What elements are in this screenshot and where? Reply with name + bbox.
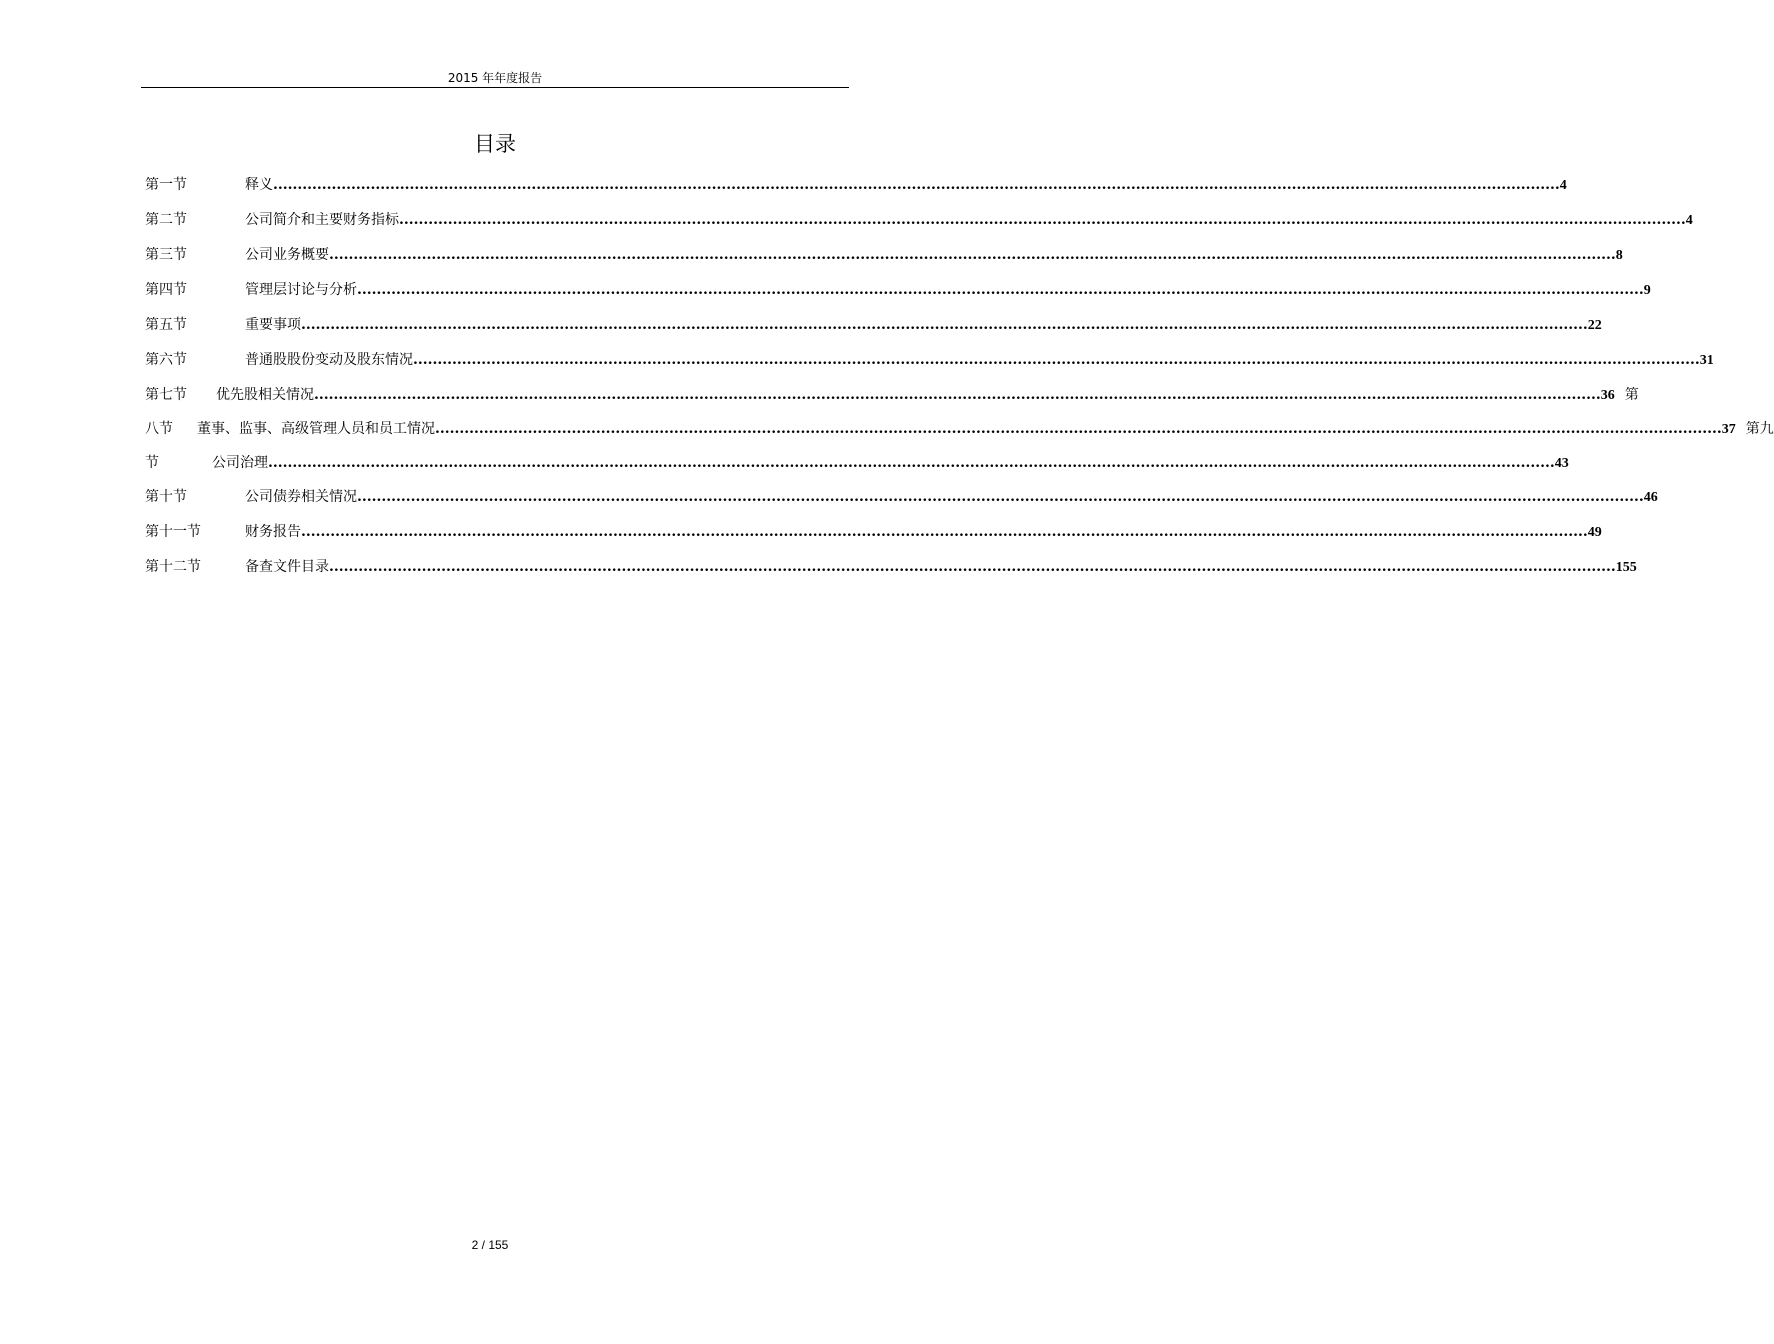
toc-entry[interactable] [145, 452, 1569, 472]
toc-leader-dots [314, 387, 1601, 403]
toc-page-number: 4 [1685, 213, 1693, 228]
toc-section-number: 第一节 [145, 177, 187, 193]
toc-entry-title: 备查文件目录 [245, 559, 329, 575]
toc-page-number: 36 [1600, 388, 1615, 403]
page-header-title: 2015 年年度报告 [447, 71, 543, 85]
toc-entry[interactable] [145, 174, 1567, 194]
toc-page-number: 49 [1587, 525, 1602, 540]
toc-leader-dots [399, 212, 1686, 228]
toc-page-number: 22 [1587, 318, 1602, 333]
toc-section-number: 八节 [145, 421, 173, 437]
toc-entry[interactable] [145, 209, 1693, 229]
toc-entry-title: 董事、监事、高级管理人员和员工情况 [197, 421, 435, 437]
toc-page-number: 43 [1554, 456, 1569, 471]
toc-entry-title: 公司治理 [212, 455, 268, 471]
toc-section-number: 第十节 [145, 489, 187, 505]
toc-leader-dots [435, 421, 1722, 437]
toc-entry[interactable] [145, 314, 1602, 334]
toc-leader-dots [301, 317, 1588, 333]
toc-entry-title: 重要事项 [245, 317, 301, 333]
toc-entry[interactable] [145, 384, 1639, 404]
toc-section-number: 节 [145, 455, 159, 471]
toc-page-number: 8 [1615, 248, 1623, 263]
toc-section-number: 第四节 [145, 282, 187, 298]
toc-page-number: 9 [1643, 283, 1651, 298]
toc-leader-dots [329, 247, 1616, 263]
toc-section-number: 第六节 [145, 352, 187, 368]
toc-entry-title: 管理层讨论与分析 [245, 282, 357, 298]
toc-page-number: 155 [1615, 560, 1637, 575]
toc-leader-dots [301, 524, 1588, 540]
toc-leader-dots [273, 177, 1560, 193]
toc-entry-title: 普通股股份变动及股东情况 [245, 352, 413, 368]
toc-entry-title: 公司业务概要 [245, 247, 329, 263]
toc-leader-dots [357, 282, 1644, 298]
toc-entry-title: 优先股相关情况 [216, 387, 314, 403]
toc-entry[interactable] [145, 418, 1774, 438]
toc-section-number: 第二节 [145, 212, 187, 228]
toc-entry-title: 财务报告 [245, 524, 301, 540]
toc-entry-title: 公司简介和主要财务指标 [245, 212, 399, 228]
toc-page-number: 37 [1721, 422, 1736, 437]
toc-page-number: 31 [1699, 353, 1714, 368]
toc-section-number: 第三节 [145, 247, 187, 263]
toc-entry[interactable] [145, 279, 1651, 299]
toc-leader-dots [268, 455, 1555, 471]
toc-section-number: 第五节 [145, 317, 187, 333]
toc-page-number: 4 [1559, 178, 1567, 193]
toc-entry[interactable] [145, 349, 1714, 369]
toc-entry[interactable] [145, 521, 1602, 541]
toc-page-number: 46 [1643, 490, 1658, 505]
page-number: 2 / 155 [471, 1238, 509, 1252]
toc-entry-title: 释义 [245, 177, 273, 193]
toc-leader-dots [413, 352, 1700, 368]
toc-leader-dots [329, 559, 1616, 575]
toc-section-number: 第十二节 [145, 559, 201, 575]
toc-title: 目录 [474, 132, 516, 156]
toc-wrapped-text: 第 [1624, 387, 1639, 403]
toc-entry[interactable] [145, 556, 1637, 576]
toc-wrapped-text: 第九 [1745, 421, 1774, 437]
toc-section-number: 第七节 [145, 387, 187, 403]
toc-leader-dots [357, 489, 1644, 505]
toc-entry[interactable] [145, 244, 1623, 264]
toc-section-number: 第十一节 [145, 524, 201, 540]
toc-entry-title: 公司债券相关情况 [245, 489, 357, 505]
toc-entry[interactable] [145, 486, 1658, 506]
header-rule [141, 87, 849, 88]
